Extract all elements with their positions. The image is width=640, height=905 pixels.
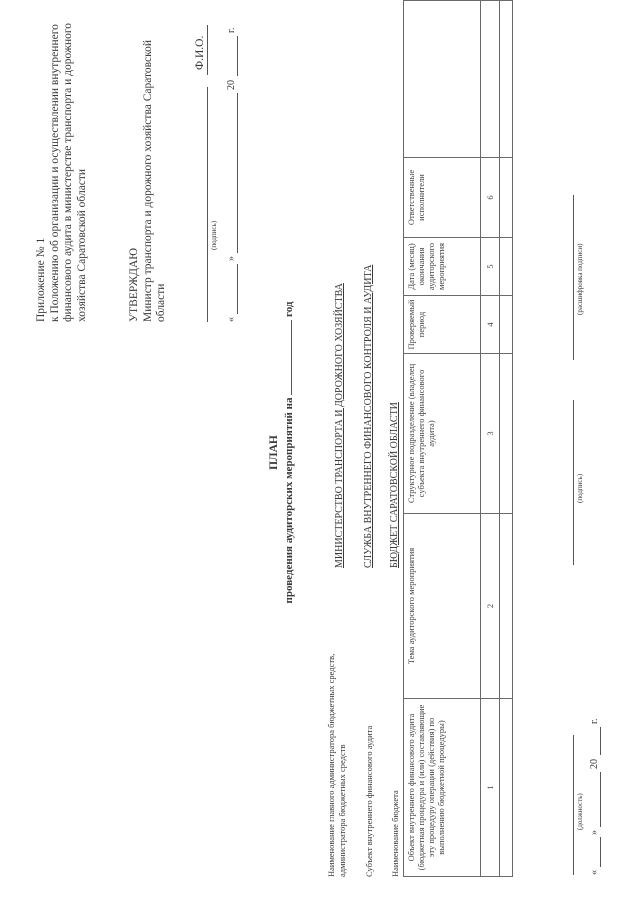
approval-header: УТВЕРЖДАЮ xyxy=(128,247,140,322)
header-unit: Структурное подразделение (владелец субъекта внутреннего финансового аудита) xyxy=(404,354,481,514)
approval-date-month-line xyxy=(237,93,238,253)
table-header-row xyxy=(404,1,481,877)
header-period: Проверяемый период xyxy=(404,296,481,354)
header-object: Объект внутреннего финансового аудита (бюджетная процедура и (или) составляющие эту процедуру операции (действия) по выполнению бюджетной процедуры) xyxy=(404,699,481,877)
table-cell xyxy=(499,296,512,354)
col-number-1: 1 xyxy=(481,699,500,877)
approval-date-year-line xyxy=(237,36,238,76)
footer-decode-line xyxy=(573,195,574,360)
header-responsible: Ответственные исполнители xyxy=(404,158,481,238)
approval-date-quote-close: » xyxy=(226,256,237,261)
admin-label: Наименование главного администратора бюджетных средств, администратора бюджетных средств xyxy=(326,653,347,877)
approval-name: Ф.И.О. xyxy=(194,35,206,70)
header-blank xyxy=(404,1,481,158)
plan-subtitle-suffix: год xyxy=(283,301,295,318)
approval-date-year: 20 xyxy=(226,80,237,90)
footer-date-year: 20 xyxy=(589,759,600,769)
table-number-row xyxy=(481,1,500,877)
table-cell xyxy=(499,514,512,699)
col-number-2: 2 xyxy=(481,514,500,699)
table-cell xyxy=(499,238,512,296)
approval-block xyxy=(128,22,169,322)
plan-year-line xyxy=(291,320,292,395)
col-number-blank xyxy=(481,1,500,158)
footer-date-suffix: г. xyxy=(589,718,600,724)
approval-signature-line xyxy=(207,87,208,322)
approval-date-quote-open: « xyxy=(226,317,237,322)
appendix-text: к Положению об организации и осуществлении внутреннего финансового аудита в министерстве транспорта и дорожного хозяйства Саратовской области xyxy=(48,22,88,322)
footer-date-day-line xyxy=(600,837,601,867)
budget-label: Наименование бюджета xyxy=(390,790,400,877)
approval-position: Министр транспорта и дорожного хозяйства Саратовской области xyxy=(141,39,167,322)
footer-date-quote-close: » xyxy=(589,830,600,835)
col-number-3: 3 xyxy=(481,354,500,514)
col-number-4: 4 xyxy=(481,296,500,354)
footer-signature-caption: (подпись) xyxy=(576,473,584,503)
footer-position-line xyxy=(573,735,574,875)
budget-value: БЮДЖЕТ САРАТОВСКОЙ ОБЛАСТИ xyxy=(389,402,400,568)
plan-title: ПЛАН xyxy=(268,435,280,470)
approval-date-suffix: г. xyxy=(226,27,237,33)
header-topic: Тема аудиторского мероприятия xyxy=(404,514,481,699)
table-row xyxy=(499,1,512,877)
header-end-date: Дата (месяц) окончания аудиторского мероприятия xyxy=(404,238,481,296)
table-cell xyxy=(499,354,512,514)
footer-date-quote-open: « xyxy=(589,870,600,875)
appendix-title: Приложение № 1 xyxy=(35,237,47,322)
appendix-block xyxy=(35,22,89,322)
footer-date-month-line xyxy=(600,772,601,827)
table-cell xyxy=(499,699,512,877)
plan-subtitle xyxy=(283,0,295,905)
subject-value: СЛУЖБА ВНУТРЕННЕГО ФИНАНСОВОГО КОНТРОЛЯ И АУДИТА xyxy=(363,264,374,568)
footer-signature-line xyxy=(573,400,574,565)
admin-value: МИНИСТЕРСТВО ТРАНСПОРТА И ДОРОЖНОГО ХОЗЯЙСТВА xyxy=(334,283,345,568)
footer-date-year-line xyxy=(600,727,601,755)
footer-position-caption: (должность) xyxy=(576,793,584,830)
footer-decode-caption: (расшифровка подписи) xyxy=(576,243,584,315)
approval-name-line xyxy=(207,25,208,75)
approval-date-day-line xyxy=(237,264,238,314)
table-cell xyxy=(499,158,512,238)
subject-label: Субъект внутреннего финансового аудита xyxy=(364,725,374,877)
col-number-6: 6 xyxy=(481,158,500,238)
approval-signature-caption: (подпись) xyxy=(210,220,218,250)
col-number-5: 5 xyxy=(481,238,500,296)
table-cell xyxy=(499,1,512,158)
plan-subtitle-prefix: проведения аудиторских мероприятий на xyxy=(283,397,295,604)
audit-plan-table xyxy=(403,0,513,877)
